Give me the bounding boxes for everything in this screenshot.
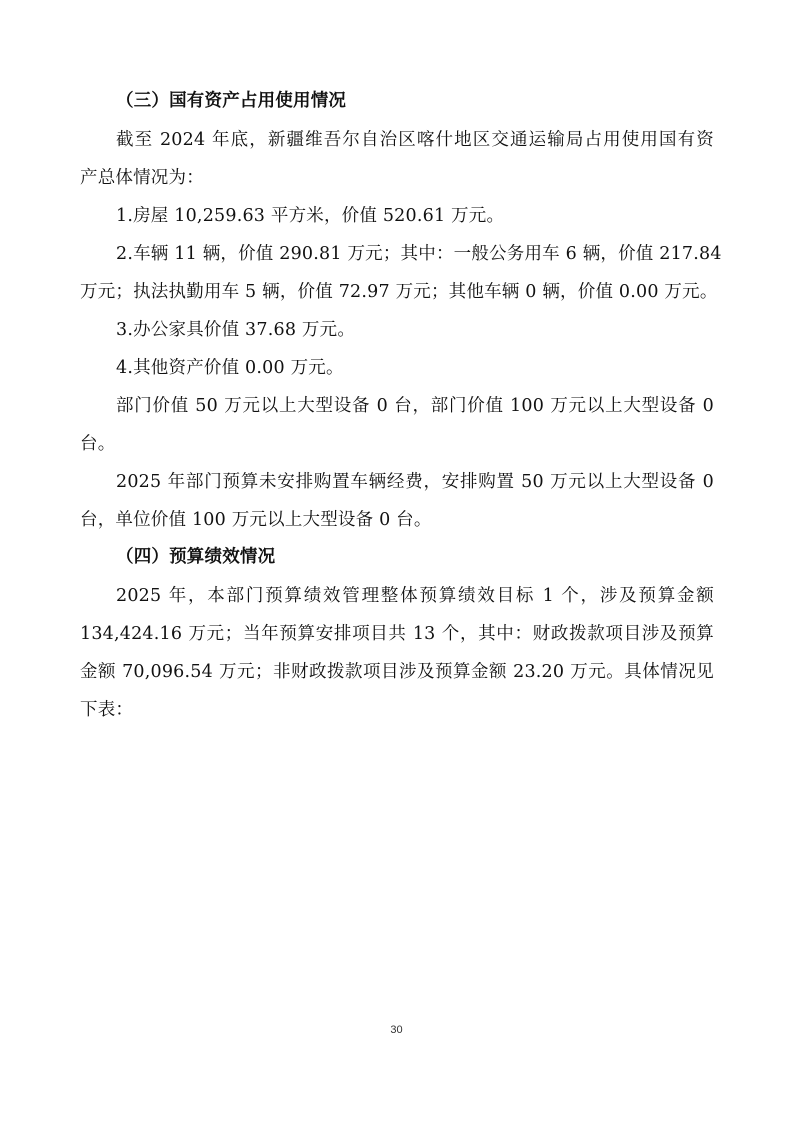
asset-item-other: 4.其他资产价值 0.00 万元。 — [116, 358, 344, 378]
page-number: 30 — [390, 1024, 403, 1036]
section4-paragraph1-line4: 下表： — [80, 700, 134, 720]
section3-paragraph2-line1: 部门价值 50 万元以上大型设备 0 台，部门价值 100 万元以上大型设备 0 — [116, 396, 714, 416]
section3-heading: （三）国有资产占用使用情况 — [116, 91, 347, 111]
asset-item-vehicles-line1: 2.车辆 11 辆，价值 290.81 万元；其中：一般公务用车 6 辆，价值 217.84 — [116, 244, 722, 264]
section3-paragraph2-line2: 台。 — [80, 434, 116, 454]
section4-paragraph1-line3: 金额 70,096.54 万元；非财政拨款项目涉及预算金额 23.20 万元。具体情况见 — [80, 662, 714, 682]
section4-paragraph1-line1: 2025 年，本部门预算绩效管理整体预算绩效目标 1 个，涉及预算金额 — [116, 586, 714, 606]
section3-paragraph3-line1: 2025 年部门预算未安排购置车辆经费，安排购置 50 万元以上大型设备 0 — [116, 472, 714, 492]
asset-item-buildings: 1.房屋 10,259.63 平方米，价值 520.61 万元。 — [116, 206, 505, 226]
asset-item-vehicles-line2: 万元；执法执勤用车 5 辆，价值 72.97 万元；其他车辆 0 辆，价值 0.00 万元。 — [80, 282, 718, 302]
section4-paragraph1-line2: 134,424.16 万元；当年预算安排项目共 13 个，其中：财政拨款项目涉及预算 — [80, 624, 714, 644]
section4-heading: （四）预算绩效情况 — [116, 547, 276, 567]
section3-paragraph3-line2: 台，单位价值 100 万元以上大型设备 0 台。 — [80, 510, 432, 530]
asset-item-furniture: 3.办公家具价值 37.68 万元。 — [116, 320, 356, 340]
section3-paragraph1-line1: 截至 2024 年底，新疆维吾尔自治区喀什地区交通运输局占用使用国有资 — [116, 130, 714, 150]
section3-paragraph1-line2: 产总体情况为： — [80, 168, 204, 188]
